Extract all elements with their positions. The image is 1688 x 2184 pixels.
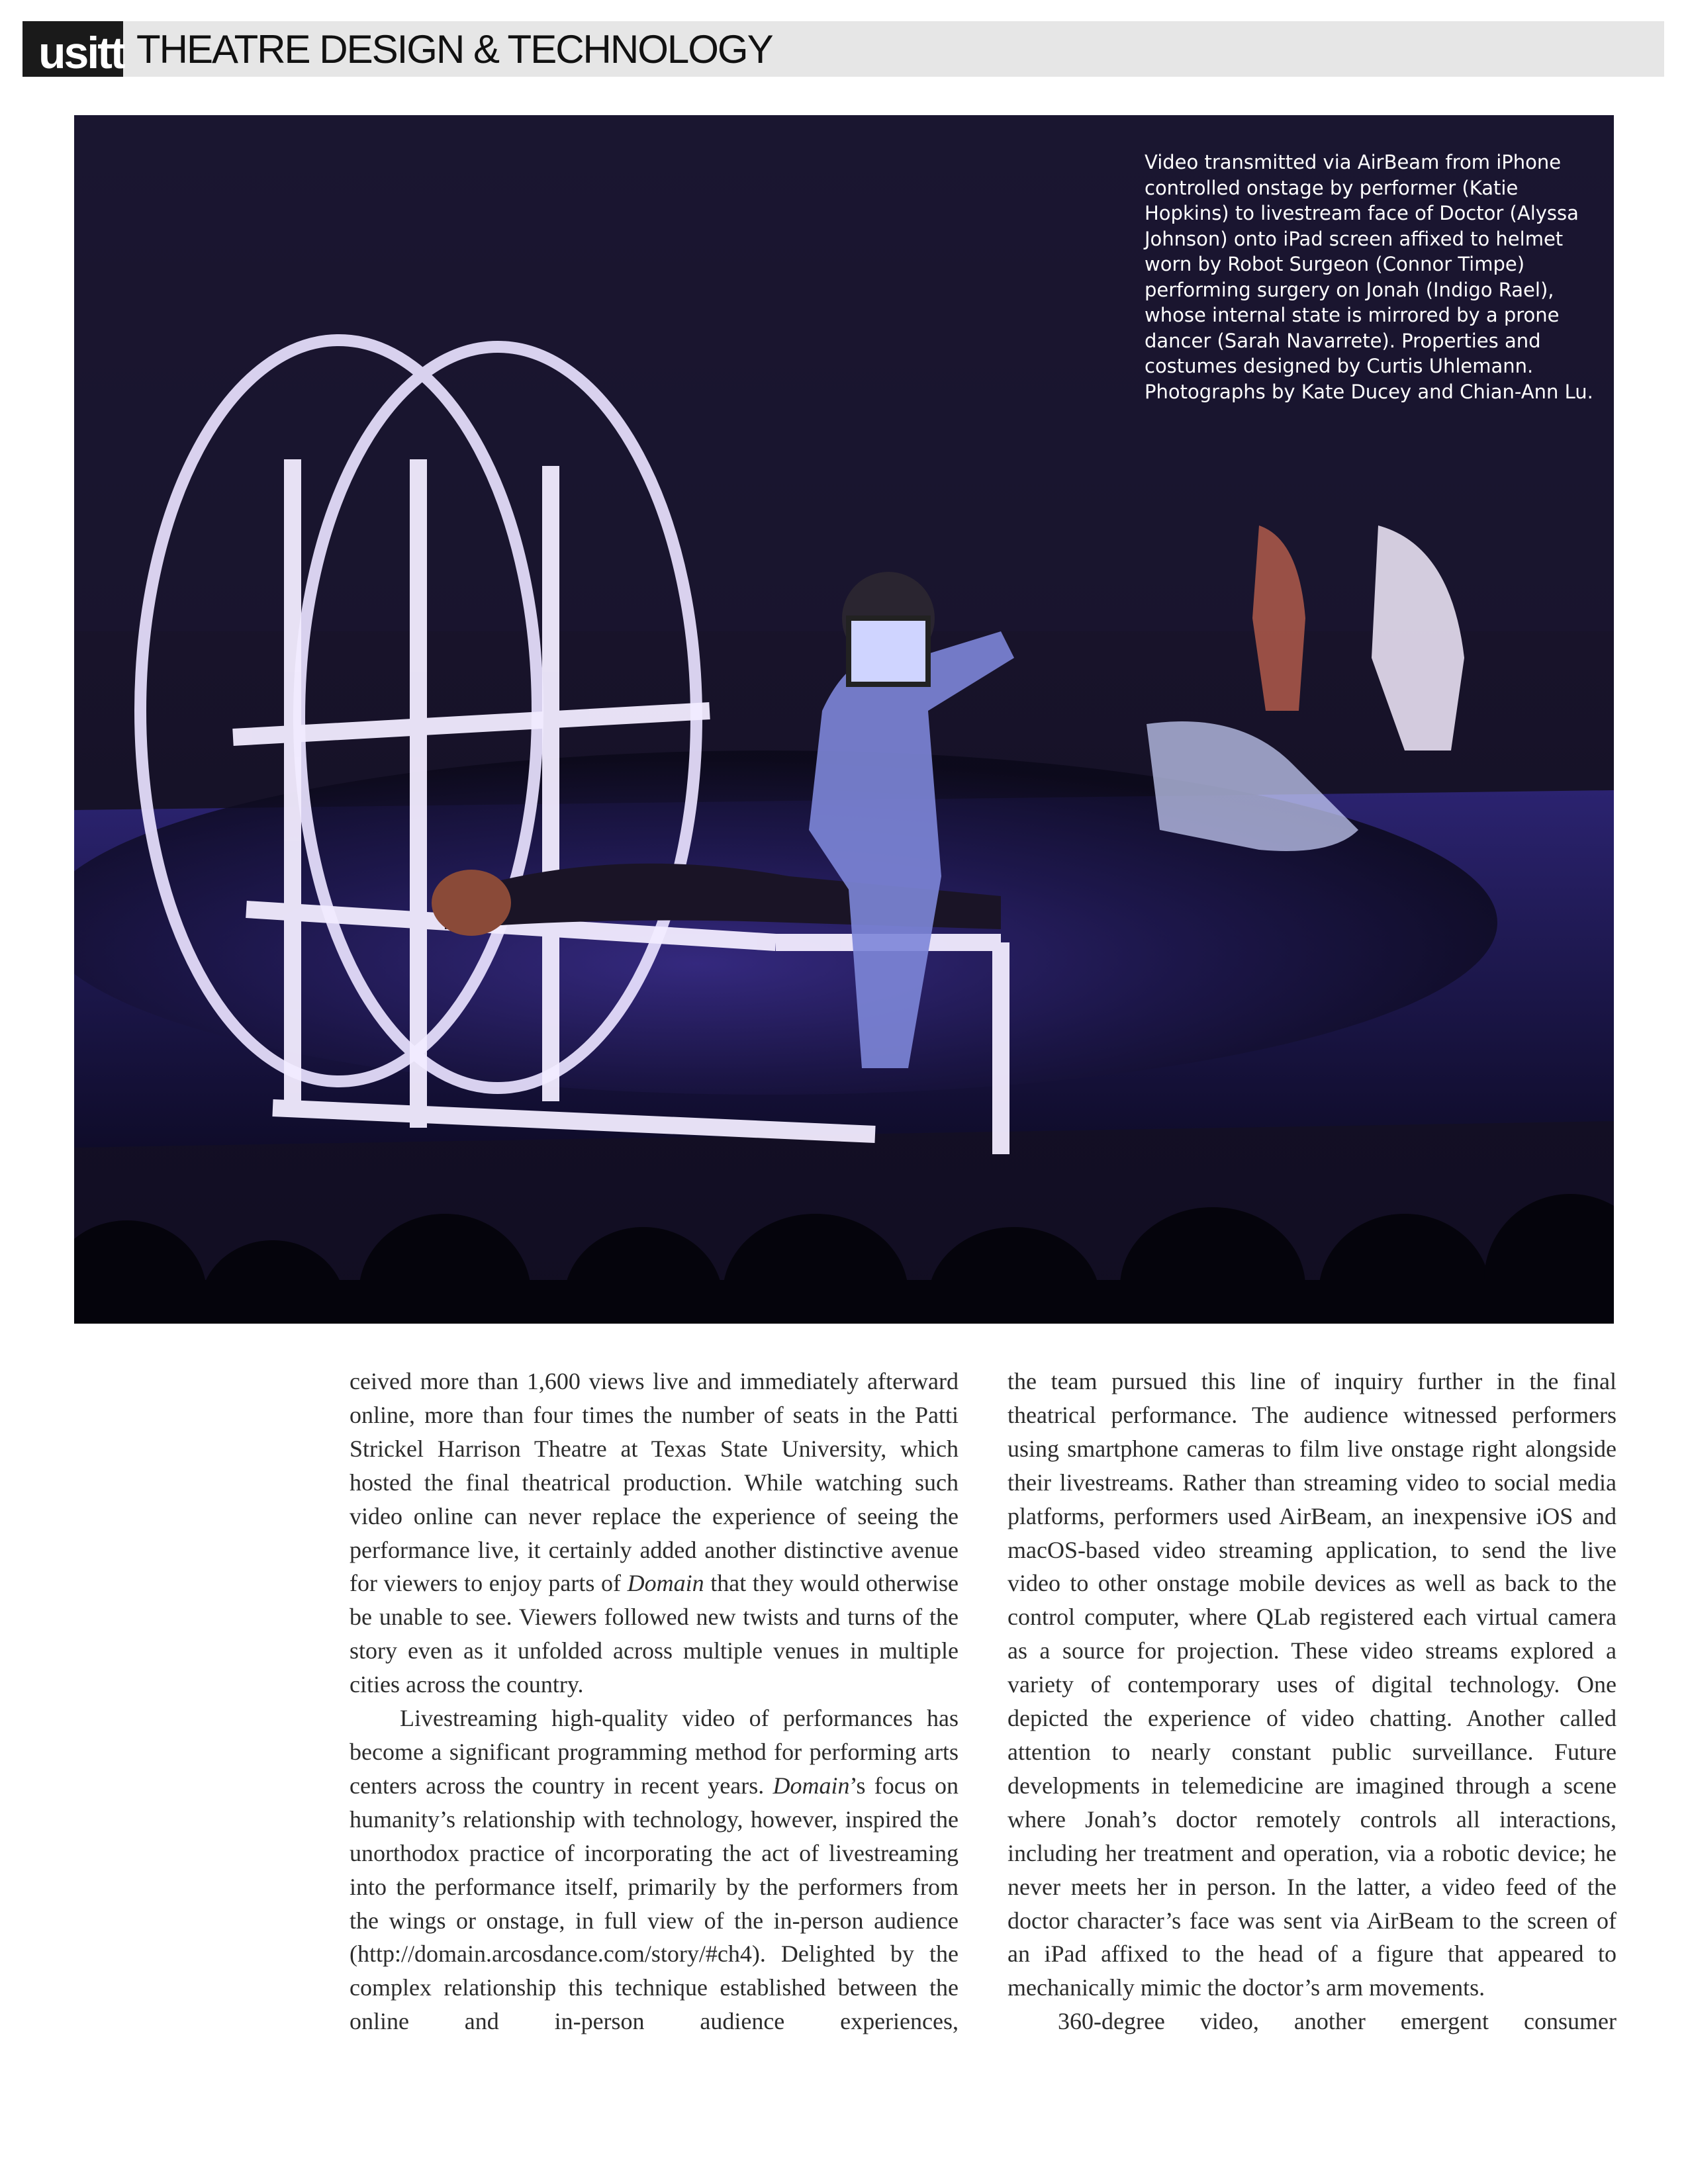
paragraph-text: ’s focus on humanity’s relationship with technology, however, inspired the unorthodox practice of incorporating the act of livestreaming into the performance itself, primarily by the performers from the wings or onstage, in full view of the in-person audience (http://domain.arcosdance.com/story/#ch4). Delighted by the complex relationship this technique established between the online and in-person audience experiences,: [350, 1772, 959, 2035]
title-domain: Domain: [627, 1570, 704, 1597]
article-paragraph: [350, 1702, 959, 2038]
usitt-logo-text: usitt: [38, 28, 124, 78]
article-column-left: [350, 1365, 959, 2038]
article-paragraph: the team pursued this line of inquiry further in the final theatrical performance. The audience witnessed performers using smartphone cameras to film live onstage right alongside their livestreams. Rather than streaming video to social media platforms, performers used AirBeam, an inexpensive iOS and macOS-based video streaming application, to send the live video to other onstage mobile devices as well as back to the control computer, where QLab registered each virtual camera as a source for projection. These video streams explored a variety of contemporary uses of digital technology. One depicted the experience of video chatting. Another called attention to nearly constant public surveillance. Future developments in telemedicine are imagined through a scene where Jonah’s doctor remotely controls all interactions, including her treatment and operation, via a robotic device; he never meets her in person. In the latter, a video feed of the doctor character’s face was sent via AirBeam to the screen of an iPad affixed to the head of a figure that appeared to mechanically mimic the doctor’s arm movements.: [1008, 1368, 1617, 2001]
article-paragraph: 360-degree video, another emergent consumer: [1058, 2008, 1617, 2035]
title-domain: Domain: [773, 1772, 850, 1799]
paragraph-text: Livestreaming high-quality video of performances has become a significant programming method for performing arts centers across the country in recent years.: [350, 1705, 959, 1799]
article-column-right: [1008, 1365, 1617, 2038]
magazine-title: THEATRE DESIGN & TECHNOLOGY: [136, 27, 773, 71]
stage-photo: [74, 115, 1614, 1324]
article-paragraph: [350, 1365, 959, 1702]
paragraph-text: that they would otherwise be unable to see. Viewers followed new twists and turns of the story even as it unfolded across multiple venues in multiple cities across the country.: [350, 1570, 959, 1698]
paragraph-text: ceived more than 1,600 views live and immediately afterward online, more than four times the number of seats in the Patti Strickel Harrison Theatre at Texas State University, which hosted the final theatrical production. While watching such video online can never replace the experience of seeing the performance live, it certainly added another distinctive avenue for viewers to enjoy parts of: [350, 1368, 959, 1597]
photo-caption: Video transmitted via AirBeam from iPhone controlled onstage by performer (Katie Hopkins) to livestream face of Doctor (Alyssa Johnson) onto iPad screen affixed to helmet worn by Robot Surgeon (Connor Timpe) performing surgery on Jonah (Indigo Rael), whose internal state is mirrored by a prone dancer (Sarah Navarrete). Properties and costumes designed by Curtis Uhlemann. Photographs by Kate Ducey and Chian-Ann Lu.: [1145, 151, 1593, 403]
